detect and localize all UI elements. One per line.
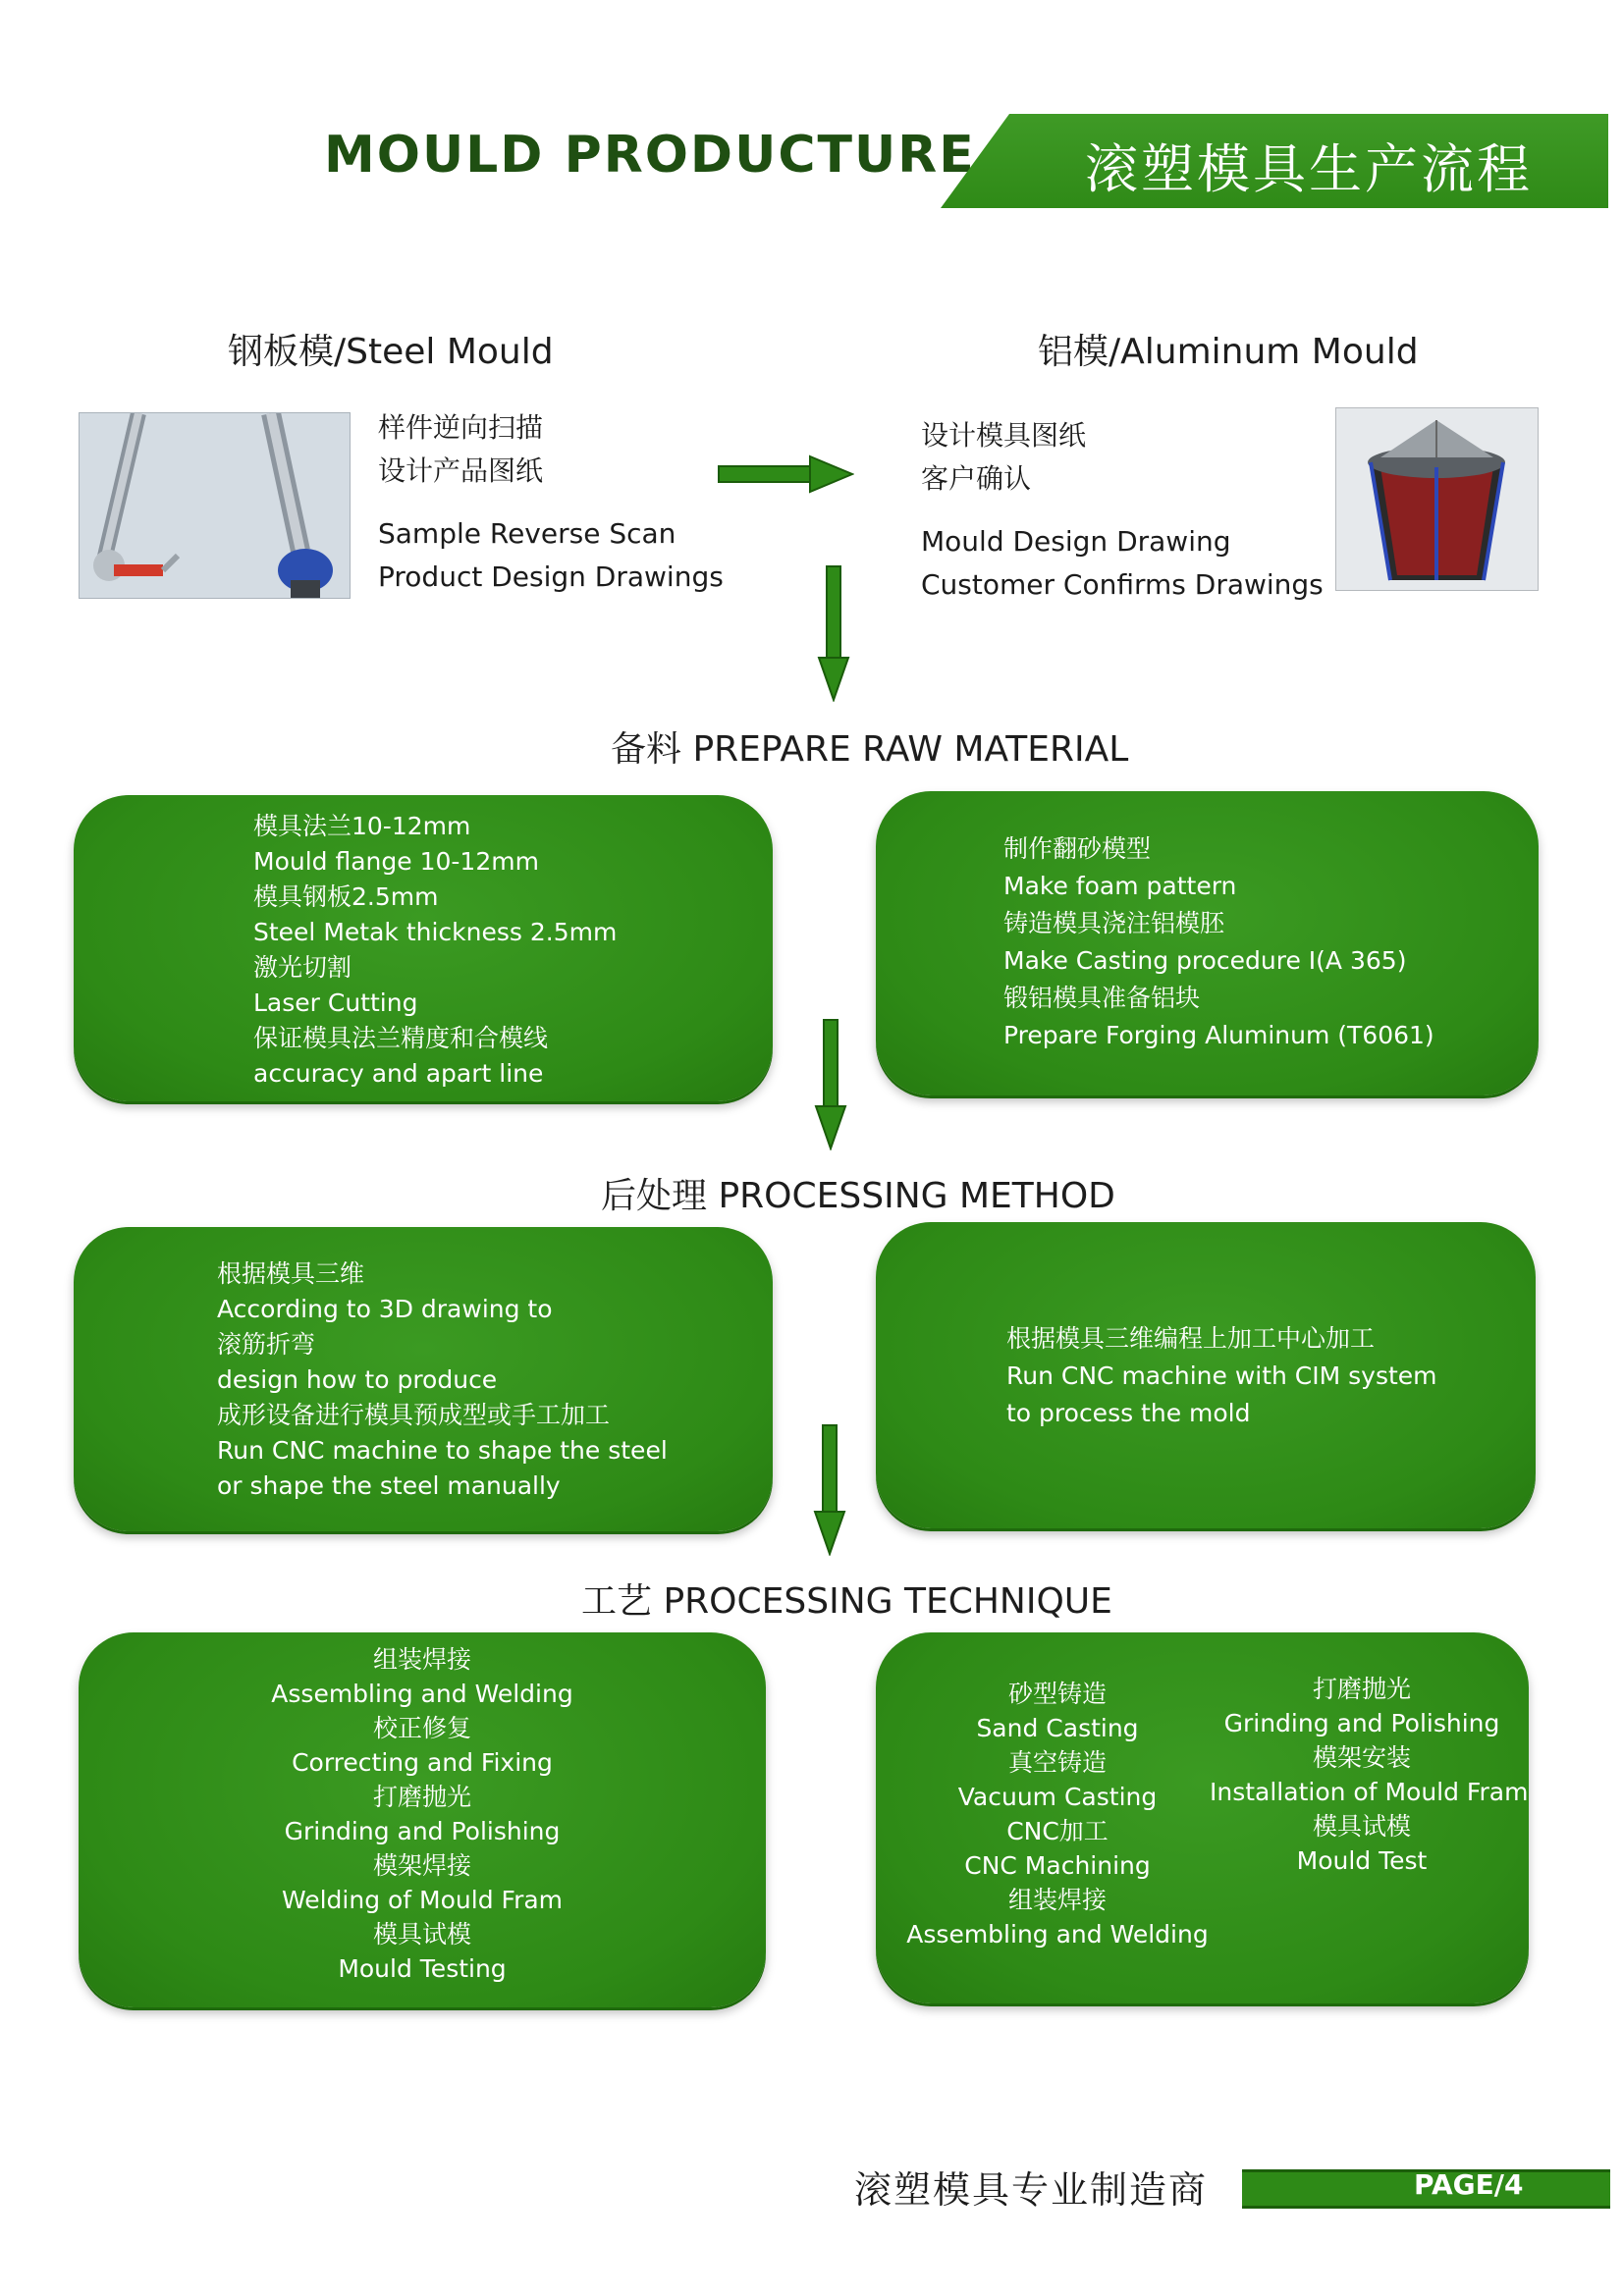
- panel-line: Installation of Mould Fram: [1210, 1778, 1529, 1806]
- panel-line: 模具钢板2.5mm: [253, 882, 439, 911]
- aluminum-intro-line: Customer Confirms Drawings: [921, 568, 1324, 601]
- panel-line: or shape the steel manually: [217, 1471, 561, 1500]
- panel-line: Grinding and Polishing: [1223, 1709, 1500, 1737]
- panel-line: Mould Test: [1296, 1846, 1428, 1875]
- aluminum-mould-photo: [1335, 407, 1539, 591]
- panel-line: accuracy and apart line: [253, 1059, 544, 1088]
- panel-line: Mould flange 10-12mm: [253, 847, 539, 876]
- processing-technique-steel-panel: [79, 1632, 766, 2007]
- footer-slogan: 滚塑模具专业制造商: [854, 2168, 1209, 2212]
- down-arrow-icon: [817, 564, 850, 702]
- steel-mould-heading: 钢板模/Steel Mould: [228, 332, 554, 372]
- steel-intro-line: Product Design Drawings: [378, 561, 724, 593]
- panel-line: Grinding and Polishing: [284, 1817, 561, 1845]
- panel-line: Welding of Mould Fram: [281, 1886, 564, 1914]
- steel-intro-line: 设计产品图纸: [378, 454, 544, 487]
- panel-line: 模具试模: [1312, 1812, 1411, 1841]
- panel-line: 根据模具三维编程上加工中心加工: [1006, 1324, 1376, 1353]
- title-banner-text: 滚塑模具生产流程: [1085, 138, 1533, 200]
- panel-line: Run CNC machine to shape the steel: [217, 1436, 668, 1465]
- panel-line: Assembling and Welding: [271, 1680, 573, 1708]
- page-number: PAGE/4: [1414, 2168, 1524, 2201]
- panel-line: Correcting and Fixing: [292, 1748, 553, 1777]
- panel-line: 激光切割: [253, 953, 352, 982]
- processing-technique-heading: 工艺 PROCESSING TECHNIQUE: [581, 1581, 1112, 1622]
- panel-line: design how to produce: [217, 1365, 498, 1394]
- down-arrow-icon: [814, 1018, 847, 1150]
- steel-intro-line: Sample Reverse Scan: [378, 517, 676, 550]
- aluminum-intro-text: [921, 414, 1324, 607]
- panel-line: Assembling and Welding: [906, 1920, 1209, 1949]
- aluminum-mould-icon: [1336, 408, 1538, 590]
- panel-line: to process the mold: [1006, 1399, 1251, 1427]
- processing-method-heading: 后处理 PROCESSING METHOD: [601, 1176, 1115, 1216]
- panel-line: 锻铝模具准备铝块: [1003, 984, 1201, 1012]
- aluminum-intro-line: 客户确认: [921, 462, 1032, 495]
- scanner-arm-icon: [80, 413, 350, 598]
- panel-line: Make foam pattern: [1003, 872, 1237, 900]
- aluminum-intro-line: 设计模具图纸: [921, 419, 1087, 452]
- processing-method-steel-panel: [74, 1227, 773, 1531]
- processing-technique-aluminum-panel: [876, 1632, 1529, 2003]
- aluminum-intro-line: Mould Design Drawing: [921, 525, 1231, 558]
- raw-material-aluminum-panel: [876, 791, 1539, 1095]
- panel-line: 成形设备进行模具预成型或手工加工: [217, 1401, 611, 1429]
- panel-line: Make Casting procedure I(A 365): [1003, 946, 1407, 975]
- raw-material-steel-panel: [74, 795, 773, 1101]
- panel-line: 组装焊接: [1007, 1886, 1107, 1914]
- panel-line: 模具试模: [372, 1920, 471, 1949]
- panel-line: 滚筋折弯: [217, 1330, 316, 1359]
- panel-line: 铸造模具浇注铝模胚: [1003, 909, 1225, 937]
- panel-line: 根据模具三维: [217, 1259, 365, 1288]
- steel-intro-line: 样件逆向扫描: [378, 411, 544, 444]
- panel-line: 模架安装: [1312, 1743, 1411, 1772]
- panel-line: 模具法兰10-12mm: [253, 812, 471, 840]
- down-arrow-icon: [813, 1423, 846, 1556]
- panel-line: 砂型铸造: [1007, 1680, 1107, 1708]
- right-arrow-icon: [717, 454, 854, 494]
- steel-intro-text: [378, 406, 724, 599]
- panel-line: 制作翻砂模型: [1003, 834, 1152, 863]
- panel-line: 打磨抛光: [1312, 1675, 1411, 1703]
- panel-line: Run CNC machine with CIM system: [1006, 1362, 1437, 1390]
- processing-method-aluminum-panel: [876, 1222, 1536, 1528]
- panel-line: 模架焊接: [372, 1851, 471, 1880]
- panel-line: 保证模具法兰精度和合模线: [253, 1024, 549, 1052]
- panel-line: 打磨抛光: [372, 1783, 471, 1811]
- panel-line: CNC加工: [1006, 1817, 1109, 1845]
- panel-line: CNC Machining: [964, 1851, 1151, 1880]
- page-title: MOULD PRODUCTURE: [324, 126, 976, 185]
- aluminum-mould-heading: 铝模/Aluminum Mould: [1038, 332, 1419, 372]
- panel-line: 真空铸造: [1007, 1748, 1107, 1777]
- panel-line: 组装焊接: [372, 1645, 471, 1674]
- panel-line: Laser Cutting: [253, 988, 418, 1017]
- panel-line: According to 3D drawing to: [217, 1295, 553, 1323]
- panel-line: Steel Metak thickness 2.5mm: [253, 918, 618, 946]
- prepare-raw-material-heading: 备料 PREPARE RAW MATERIAL: [611, 729, 1129, 770]
- panel-line: Vacuum Casting: [957, 1783, 1158, 1811]
- panel-line: Mould Testing: [338, 1954, 507, 1983]
- scanner-arm-photo: [79, 412, 351, 599]
- panel-line: Sand Casting: [976, 1714, 1139, 1742]
- panel-line: 校正修复: [372, 1714, 471, 1742]
- panel-line: Prepare Forging Aluminum (T6061): [1003, 1021, 1434, 1049]
